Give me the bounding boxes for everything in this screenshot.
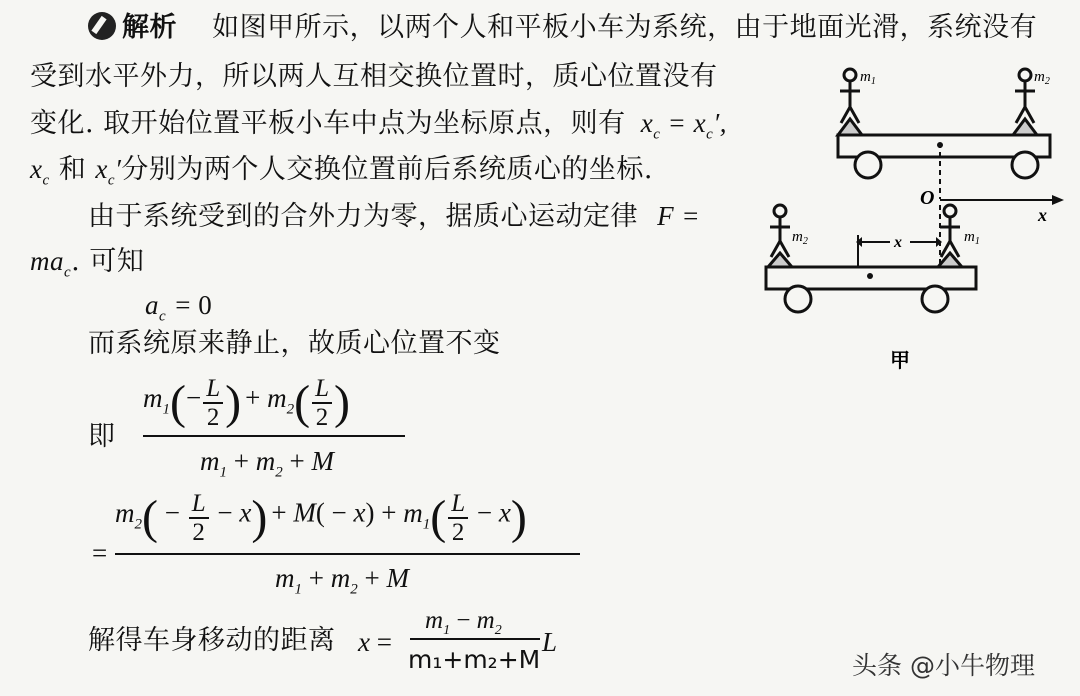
eq1-denominator: $m_1 + m_2 + M$ — [200, 446, 334, 481]
x-axis-arrow — [1052, 195, 1064, 205]
top-cart-wheel-left — [855, 152, 881, 178]
bottom-cart-wheel-right — [922, 286, 948, 312]
bottom-person-m2 — [768, 205, 792, 267]
text-line-4: $x_c$ 和 $x_c'$分别为两个人交换位置前后系统质心的坐标. — [30, 154, 653, 189]
heading-line — [88, 12, 1037, 41]
eq1-fraction-bar — [143, 435, 405, 437]
text-line-6: $ma_c$. 可知 — [30, 246, 145, 281]
origin-label: O — [920, 187, 935, 209]
bottom-person-m1 — [938, 205, 962, 267]
eq2-prefix: = — [92, 538, 108, 568]
text-line-5: 由于系统受到的合外力为零，据质心运动定律 F = — [88, 201, 701, 232]
result-lhs: x = — [358, 627, 392, 657]
distance-x-label: x — [894, 234, 902, 251]
ac-equation: $a_c = 0$ — [145, 290, 213, 325]
eq2-denominator: $m_1 + m_2 + M$ — [275, 563, 409, 598]
text-line-3: 变化. 取开始位置平板小车中点为坐标原点，则有 $x_c = x_c'$, — [30, 108, 727, 143]
result-fraction-bar — [410, 638, 540, 640]
result-suffix: L — [542, 627, 558, 657]
intro-text: 如图甲所示，以两个人和平板小车为系统，由于地面光滑，系统没有 — [212, 12, 1038, 43]
watermark: 头条 @小牛物理 — [852, 651, 1035, 680]
top-m2-label: $m_2$ — [1034, 69, 1050, 87]
bottom-cart-wheel-left — [785, 286, 811, 312]
eq1-numerator: $m_1(-$ $\frac{L}{2}$ ) + $m_2$( $\frac{L}{2}$ ) — [143, 375, 350, 431]
top-cart-wheel-right — [1012, 152, 1038, 178]
top-person-m1 — [838, 69, 862, 135]
text-line-7: 而系统原来静止，故质心位置不变 — [88, 328, 501, 359]
result-text: 解得车身移动的距离 — [88, 625, 336, 656]
bottom-cart-center-dot — [867, 273, 873, 279]
x-axis-label: x — [1038, 205, 1047, 225]
bottom-m1-label: $m_1$ — [964, 229, 980, 247]
pencil-icon — [88, 12, 116, 40]
xc-equation: $x_c = x_c'$, — [640, 108, 727, 143]
figure-jia — [750, 55, 1080, 375]
top-m1-label: $m_1$ — [860, 69, 876, 87]
eq1-prefix: 即 — [88, 421, 116, 452]
top-cart-center-dot — [937, 142, 943, 148]
analysis-label: 解析 — [122, 12, 177, 43]
text-line-2: 受到水平外力，所以两人互相交换位置时，质心位置没有 — [30, 61, 718, 92]
eq2-numerator: $m_2$( − $\frac{L}{2}$ − $x) + M( - x) + m_1$( $\frac{L}{2}$ − x) — [115, 490, 527, 546]
result-denominator: m₁+m₂+M — [408, 645, 541, 674]
bottom-m2-label: $m_2$ — [792, 229, 808, 247]
eq2-fraction-bar — [115, 553, 580, 555]
figure-caption: 甲 — [890, 350, 910, 372]
result-numerator: $m_1 - m_2$ — [425, 607, 502, 638]
